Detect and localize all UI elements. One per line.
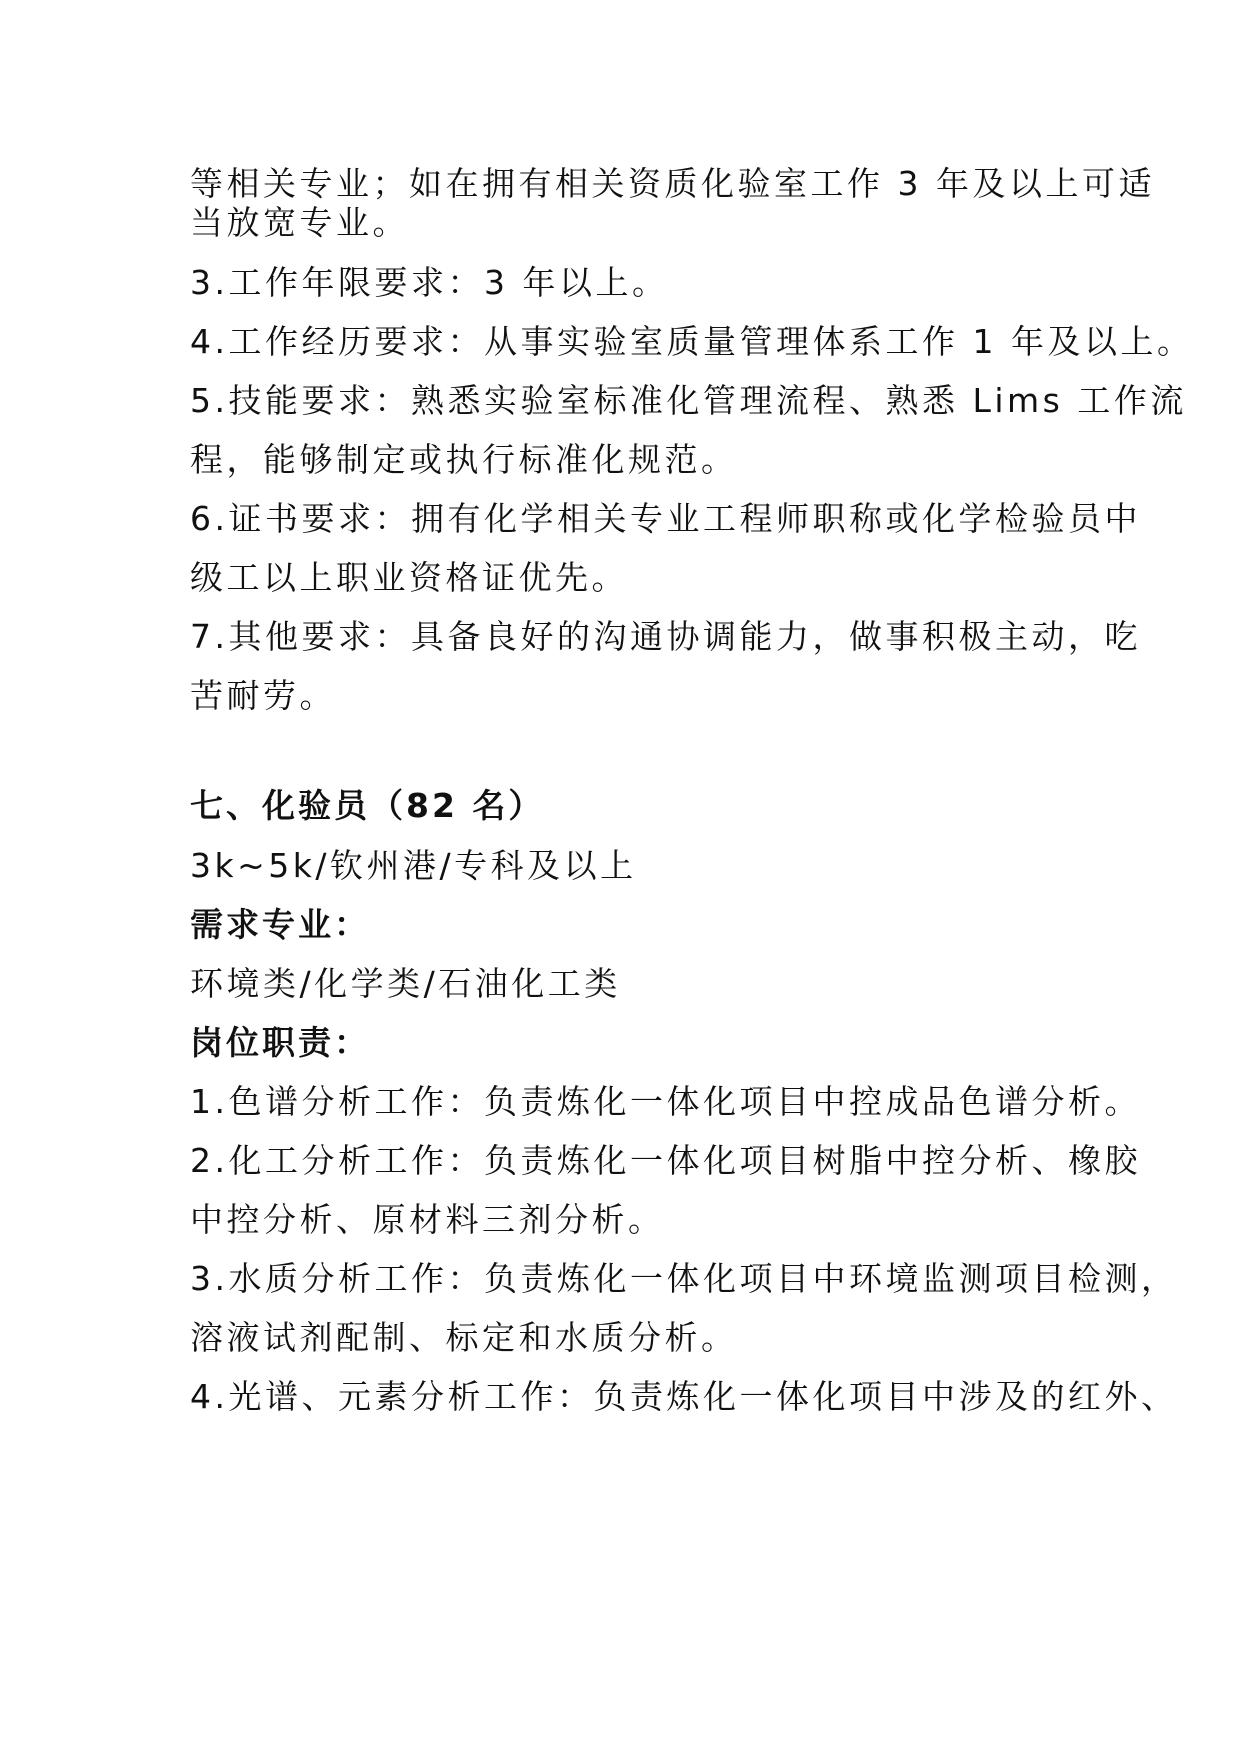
requirement-skills-line-2: 程，能够制定或执行标准化规范。	[190, 440, 738, 479]
requirement-certificate-line-1: 6.证书要求：拥有化学相关专业工程师职称或化学检验员中	[190, 499, 1141, 538]
section-summary: 3k~5k/钦州港/专科及以上	[190, 846, 637, 885]
duty-spectroscopy-line-1: 4.光谱、元素分析工作：负责炼化一体化项目中涉及的红外、	[190, 1377, 1178, 1416]
major-note-line-2: 当放宽专业。	[190, 203, 409, 242]
duties-heading: 岗位职责：	[190, 1023, 370, 1062]
requirement-certificate-line-2: 级工以上职业资格证优先。	[190, 558, 628, 597]
requirement-skills-line-1: 5.技能要求：熟悉实验室标准化管理流程、熟悉 Lims 工作流	[190, 381, 1187, 420]
requirement-years: 3.工作年限要求：3 年以上。	[190, 263, 669, 302]
duty-chemical-line-1: 2.化工分析工作：负责炼化一体化项目树脂中控分析、橡胶	[190, 1141, 1141, 1180]
major-note-line-1: 等相关专业；如在拥有相关资质化验室工作 3 年及以上可适	[190, 164, 1155, 203]
duty-water-line-2: 溶液试剂配制、标定和水质分析。	[190, 1318, 738, 1357]
requirement-experience: 4.工作经历要求：从事实验室质量管理体系工作 1 年及以上。	[190, 322, 1194, 361]
section-title: 七、化验员（82 名）	[190, 786, 545, 825]
majors-text: 环境类/化学类/石油化工类	[190, 964, 621, 1003]
duty-chemical-line-2: 中控分析、原材料三剂分析。	[190, 1200, 665, 1239]
duty-water-line-1: 3.水质分析工作：负责炼化一体化项目中环境监测项目检测，	[190, 1259, 1178, 1298]
requirement-other-line-1: 7.其他要求：具备良好的沟通协调能力，做事积极主动，吃	[190, 617, 1141, 656]
requirement-other-line-2: 苦耐劳。	[190, 676, 336, 715]
duty-chromatography: 1.色谱分析工作：负责炼化一体化项目中控成品色谱分析。	[190, 1082, 1141, 1121]
major-heading: 需求专业：	[190, 905, 370, 944]
